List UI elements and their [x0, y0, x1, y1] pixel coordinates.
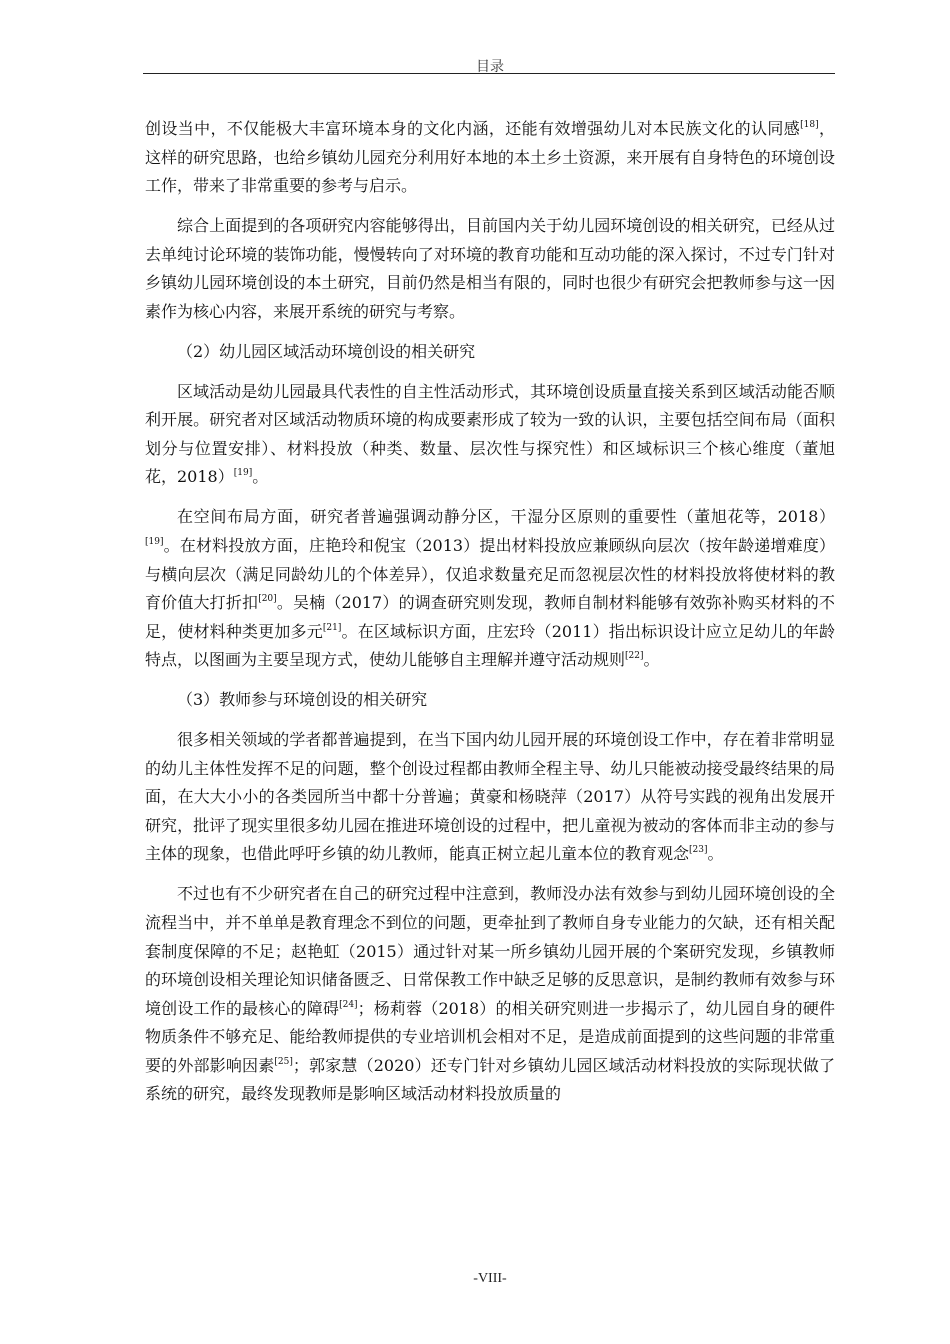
body-paragraph	[145, 115, 835, 201]
text-run: （3）教师参与环境创设的相关研究	[177, 690, 428, 710]
text-run: 综合上面提到的各项研究内容能够得出，目前国内关于幼儿园环境创设的相关研究，已经从过去单纯讨论环境的装饰功能，慢慢转向了对环境的教育功能和互动功能的深入探讨，不过专门针对乡镇幼儿园环境创设的本土研究，目前仍然是相当有限的，同时也很少有研究会把教师参与这一因素作为核心内容，来展开系统的研究与考察。	[145, 216, 835, 321]
text-run: 创设当中，不仅能极大丰富环境本身的文化内涵，还能有效增强幼儿对本民族文化的认同感	[145, 119, 801, 138]
body-paragraph	[145, 212, 835, 326]
text-run: （2）幼儿园区域活动环境创设的相关研究	[177, 341, 476, 361]
citation-ref: [20]	[258, 594, 277, 605]
citation-ref: [24]	[339, 999, 358, 1010]
citation-ref: [21]	[322, 622, 342, 633]
citation-ref: [19]	[145, 536, 164, 547]
text-run: 不过也有不少研究者在自己的研究过程中注意到，教师没办法有效参与到幼儿园环境创设的全流程当中，并不单单是教育理念不到位的问题，更牵扯到了教师自身专业能力的欠缺，还有相关配套制度保障的不足；赵艳虹（2015）通过针对某一所乡镇幼儿园开展的个案研究发现，乡镇教师的环境创设相关理论知识储备匮乏、日常保教工作中缺乏足够的反思意识，是制约教师有效参与环境创设工作的最核心的障碍	[145, 884, 835, 1018]
text-run: 。	[707, 844, 724, 864]
text-run: ；郭家慧（2020）还专门针对乡镇幼儿园区域活动材料投放的实际现状做了系统的研究，最终发现教师是影响区域活动材料投放质量的	[145, 1055, 835, 1104]
citation-ref: [22]	[625, 651, 644, 662]
running-header: 目录	[476, 59, 504, 75]
citation-ref: [23]	[689, 845, 708, 856]
citation-ref: [25]	[274, 1056, 293, 1067]
section-heading	[145, 686, 835, 715]
text-run: 很多相关领域的学者都普遍提到，在当下国内幼儿园开展的环境创设工作中，存在着非常明显的幼儿主体性发挥不足的问题，整个创设过程都由教师全程主导、幼儿只能被动接受最终结果的局面，在大大小小的各类园所当中都十分普遍；黄豪和杨晓萍（2017）从符号实践的视角出发展开研究，批评了现实里很多幼儿园在推进环境创设的过程中，把儿童视为被动的客体而非主动的参与主体的现象，也借此呼吁乡镇的幼儿教师，能真正树立起儿童本位的教育观念	[145, 730, 835, 864]
citation-ref: [19]	[233, 468, 253, 479]
text-run: 。在区域标识方面，庄宏玲（2011）指出标识设计应立足幼儿的年龄特点，以图画为主要呈现方式，使幼儿能够自主理解并遵守活动规则	[145, 621, 835, 670]
text-run: 。吴楠（2017）的调查研究则发现，教师自制材料能够有效弥补购买材料的不足，使材料种类更加多元	[145, 593, 835, 641]
text-run: 。	[643, 650, 660, 670]
header-divider	[143, 73, 835, 74]
body-text	[145, 115, 835, 1120]
text-run: 。	[252, 467, 269, 487]
body-paragraph	[145, 726, 835, 869]
text-run: 。在材料投放方面，庄艳玲和倪宝（2013）提出材料投放应兼顾纵向层次（按年龄递增难度）与横向层次（满足同龄幼儿的个体差异），仅追求数量充足而忽视层次性的材料投放将使材料的教育价值大打折扣	[145, 535, 835, 613]
citation-ref: [18]	[800, 120, 819, 130]
body-paragraph	[145, 503, 835, 675]
section-heading	[145, 338, 835, 367]
body-paragraph	[145, 880, 835, 1109]
text-run: ，这样的研究思路，也给乡镇幼儿园充分利用好本地的本土乡土资源，来开展有自身特色的环境创设工作，带来了非常重要的参考与启示。	[145, 119, 835, 196]
text-run: 区域活动是幼儿园最具代表性的自主性活动形式，其环境创设质量直接关系到区域活动能否顺利开展。研究者对区域活动物质环境的构成要素形成了较为一致的认识，主要包括空间布局（面积划分与位置安排）、材料投放（种类、数量、层次性与探究性）和区域标识三个核心维度（董旭花，2018）	[145, 381, 835, 487]
text-run: ；杨莉蓉（2018）的相关研究则进一步揭示了，幼儿园自身的硬件物质条件不够充足、能给教师提供的专业培训机会相对不足，是造成前面提到的这些问题的非常重要的外部影响因素	[145, 998, 835, 1075]
body-paragraph	[145, 378, 835, 492]
page-number: -VIII-	[473, 1271, 507, 1286]
text-run: 在空间布局方面，研究者普遍强调动静分区，干湿分区原则的重要性（董旭花等，2018）	[177, 507, 835, 527]
